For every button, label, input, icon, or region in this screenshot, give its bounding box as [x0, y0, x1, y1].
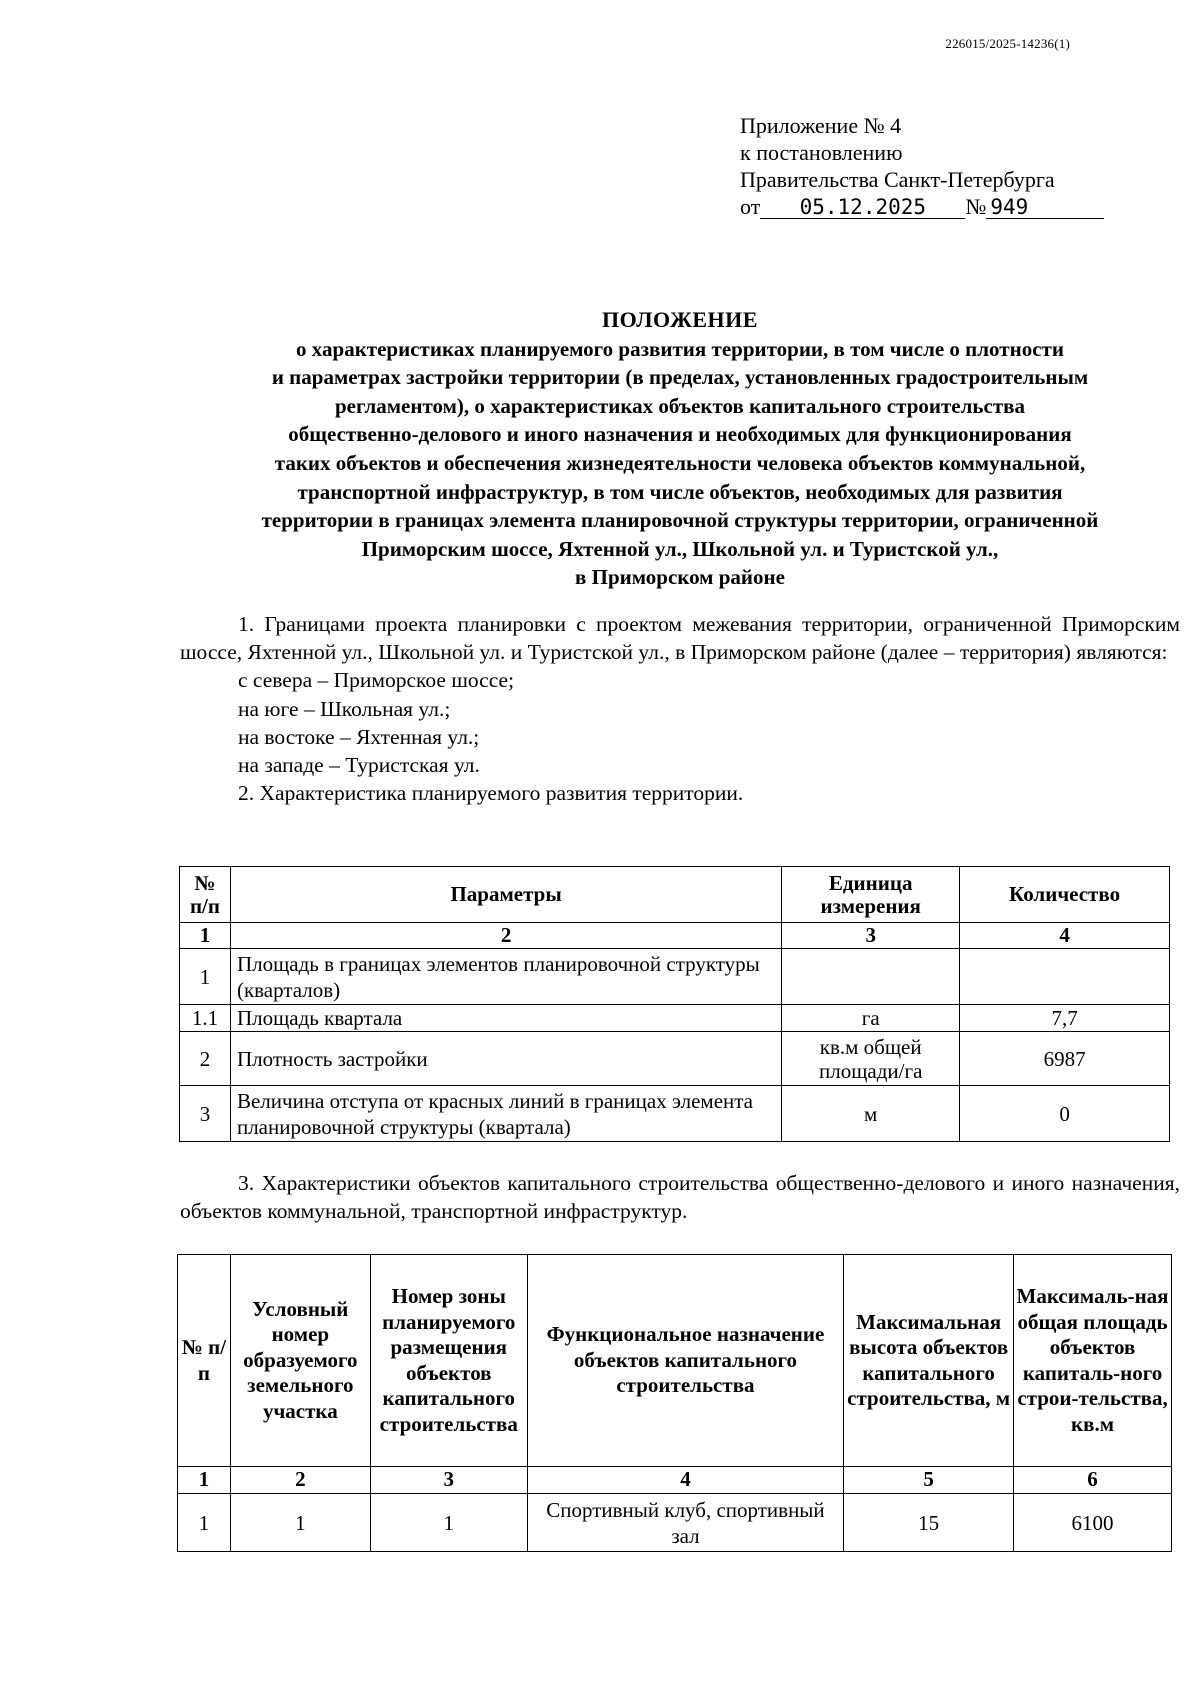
header-cell: Функциональное назначение объектов капитального строительства [527, 1255, 843, 1467]
column-number: 5 [844, 1467, 1014, 1494]
header-cell: Количество [960, 867, 1170, 923]
title-line: таких объектов и обеспечения жизнедеятельности человека объектов коммунальной, [274, 450, 1086, 475]
boundary-south: на юге – Школьная ул.; [238, 696, 451, 721]
title-line: Приморским шоссе, Яхтенной ул., Школьной ул. и Туристской ул., [361, 536, 999, 561]
resolution-date: 05.12.2025 [760, 196, 965, 219]
title-line: регламентом), о характеристиках объектов капитального строительства [335, 393, 1025, 418]
table-row [180, 1086, 1170, 1142]
table-row [178, 1494, 1172, 1552]
parameter-name: Площадь в границах элементов планировочной структуры (кварталов) [230, 949, 781, 1005]
column-number: 4 [527, 1467, 843, 1494]
column-number: 2 [230, 923, 781, 949]
boundary-west: на западе – Туристская ул. [238, 753, 480, 778]
unit [782, 949, 960, 1005]
title-line: в Приморском районе [575, 565, 785, 590]
max-height: 15 [844, 1494, 1014, 1552]
parameter-name: Плотность застройки [230, 1032, 781, 1086]
functional-purpose: Спортивный клуб, спортивный зал [527, 1494, 843, 1552]
table-row [180, 1032, 1170, 1086]
zone-number: 1 [370, 1494, 527, 1552]
row-number: 1 [178, 1494, 231, 1552]
title-line: общественно-делового и иного назначения и необходимых для функционирования [288, 422, 1072, 447]
quantity: 7,7 [960, 1005, 1170, 1032]
header-cell: № п/п [180, 867, 231, 923]
header-cell: Максималь-ная общая площадь объектов капиталь-ного строи-тельства, кв.м [1014, 1255, 1172, 1467]
annex-line-2: к постановлению [740, 140, 903, 165]
parameter-name: Площадь квартала [230, 1005, 781, 1032]
annex-date-line [740, 193, 1100, 220]
column-number: 4 [960, 923, 1170, 949]
annex-block [740, 112, 1100, 220]
document-title [180, 306, 1180, 592]
row-number: 1.1 [180, 1005, 231, 1032]
header-cell: № п/п [178, 1255, 231, 1467]
column-number: 6 [1014, 1467, 1172, 1494]
parameter-name: Величина отступа от красных линий в границах элемента планировочной структуры (квартала) [230, 1086, 781, 1142]
from-label: от [740, 194, 761, 219]
section-3 [180, 1169, 1180, 1225]
column-number: 1 [178, 1467, 231, 1494]
header-cell: Условный номер образуемого земельного участка [230, 1255, 370, 1467]
column-number: 2 [230, 1467, 370, 1494]
boundaries-intro: 1. Границами проекта планировки с проектом межевания территории, ограниченной Приморским шоссе, Яхтенной ул., Школьной ул. и Туристской ул., в Приморском районе (далее – территория) являются: [180, 612, 1180, 665]
land-plot-number: 1 [230, 1494, 370, 1552]
header-cell: Параметры [230, 867, 781, 923]
title-line: и параметрах застройки территории (в пределах, установленных градостроительным [271, 365, 1089, 390]
section-3-text: 3. Характеристики объектов капитального строительства общественно-делового и иного назначения, объектов коммунальной, транспортной инфраструктур. [180, 1171, 1180, 1224]
development-table [179, 866, 1170, 1142]
title-main: ПОЛОЖЕНИЕ [602, 307, 758, 332]
max-area: 6100 [1014, 1494, 1172, 1552]
column-number: 3 [370, 1467, 527, 1494]
table-row [180, 949, 1170, 1005]
unit: кв.м общей площади/га [782, 1032, 960, 1086]
row-number: 1 [180, 949, 231, 1005]
boundary-north: с севера – Приморское шоссе; [238, 668, 515, 693]
header-cell: Максимальная высота объектов капитального строительства, м [844, 1255, 1014, 1467]
column-number: 1 [180, 923, 231, 949]
row-number: 3 [180, 1086, 231, 1142]
header-cell: Номер зоны планируемого размещения объектов капитального строительства [370, 1255, 527, 1467]
column-number-row [178, 1467, 1172, 1494]
annex-line-3: Правительства Санкт-Петербурга [740, 167, 1055, 192]
column-number: 3 [782, 923, 960, 949]
quantity: 0 [960, 1086, 1170, 1142]
unit: га [782, 1005, 960, 1032]
annex-line-1: Приложение № 4 [740, 113, 902, 138]
table-row [180, 1005, 1170, 1032]
document-id: 226015/2025-14236(1) [945, 36, 1070, 51]
section-2-heading: 2. Характеристика планируемого развития территории. [238, 781, 744, 806]
title-line: транспортной инфраструктур, в том числе объектов, необходимых для развития [297, 479, 1063, 504]
quantity [960, 949, 1170, 1005]
title-line: территории в границах элемента планировочной структуры территории, ограниченной [261, 508, 1099, 533]
row-number: 2 [180, 1032, 231, 1086]
number-label: № [965, 194, 987, 219]
unit: м [782, 1086, 960, 1142]
column-number-row [180, 923, 1170, 949]
table-header-row [178, 1255, 1172, 1467]
section-1 [180, 610, 1180, 807]
resolution-number: 949 [986, 196, 1104, 219]
header-cell: Единица измерения [782, 867, 960, 923]
quantity: 6987 [960, 1032, 1170, 1086]
objects-table [177, 1254, 1172, 1552]
boundary-east: на востоке – Яхтенная ул.; [238, 724, 480, 749]
title-line: о характеристиках планируемого развития территории, в том числе о плотности [296, 336, 1064, 361]
table-header-row [180, 867, 1170, 923]
